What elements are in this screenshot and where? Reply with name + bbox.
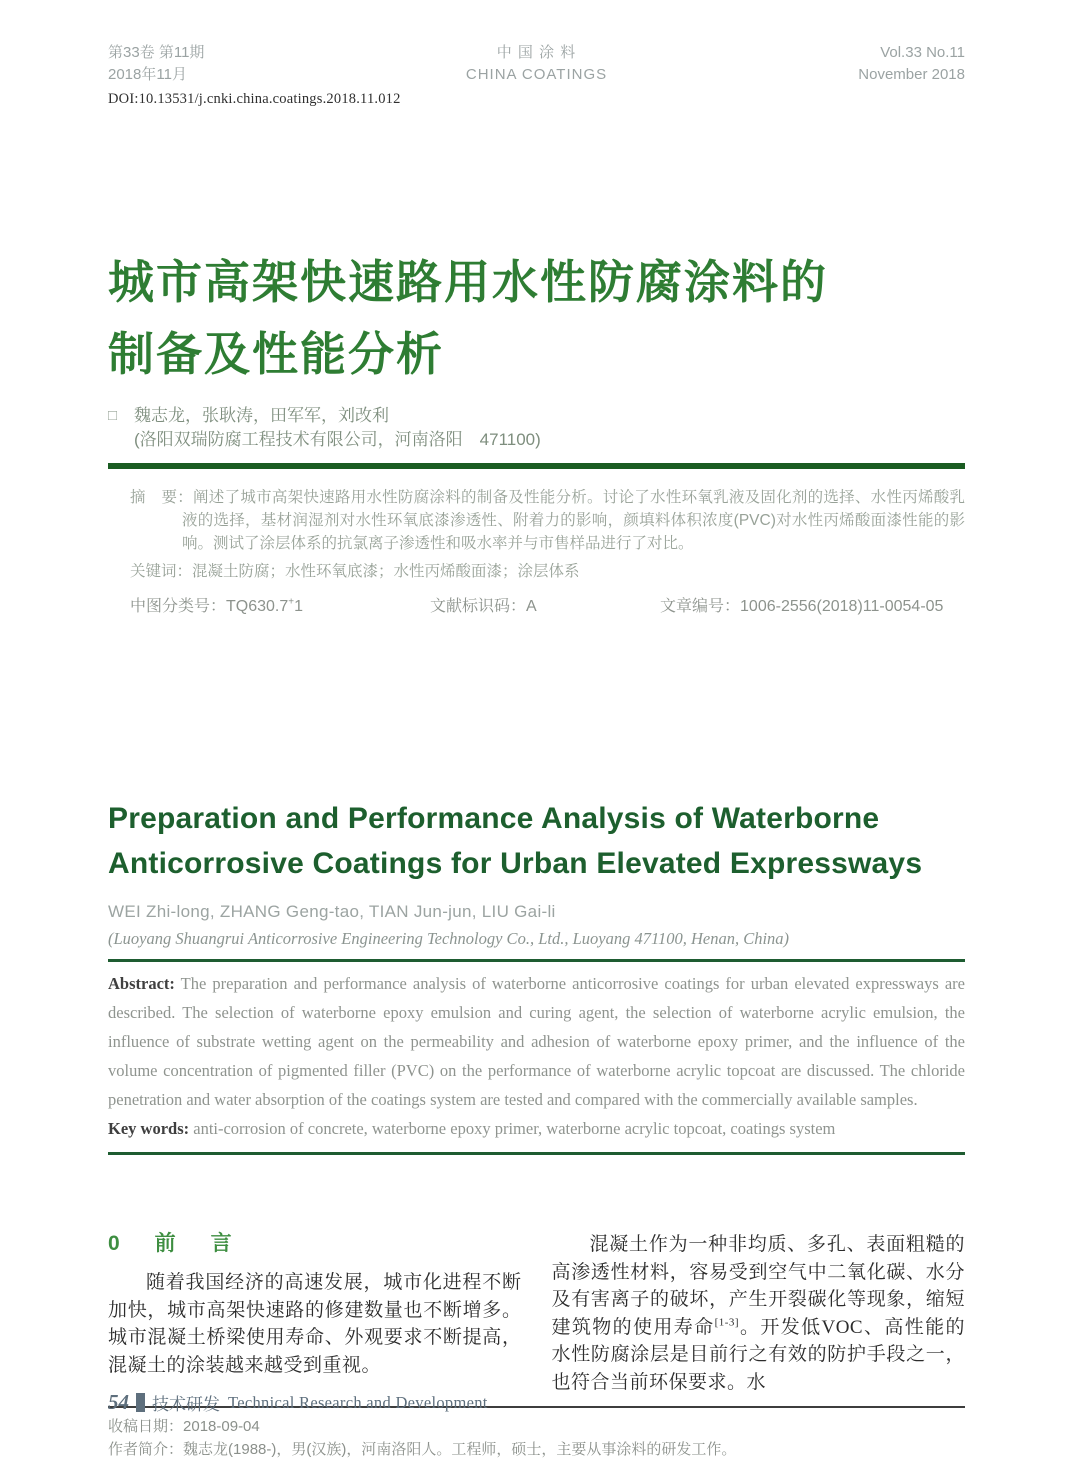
document-code bbox=[430, 596, 660, 618]
intro-paragraph-left: 随着我国经济的高速发展，城市化进程不断加快，城市高架快速路的修建数量也不断增多。城市混凝土桥梁使用寿命、外观要求不断提高，混凝土的涂装越来越受到重视。 bbox=[108, 1272, 522, 1376]
body-columns bbox=[108, 1231, 965, 1396]
authors-cn-row bbox=[108, 404, 965, 428]
page-footer bbox=[108, 1390, 488, 1415]
journal-header bbox=[108, 42, 965, 86]
keywords-cn-text: 混凝土防腐；水性环氧底漆；水性丙烯酸面漆；涂层体系 bbox=[192, 563, 580, 580]
journal-name bbox=[391, 42, 682, 86]
document-code-value: A bbox=[526, 598, 537, 615]
article-title-cn-line1: 城市高架快速路用水性防腐涂料的 bbox=[108, 256, 828, 308]
clc-label: 中图分类号： bbox=[130, 598, 227, 615]
abstract-cn-label: 摘 要： bbox=[130, 489, 194, 506]
article-title-cn bbox=[108, 246, 965, 390]
article-id-label: 文章编号： bbox=[660, 598, 741, 615]
abstract-cn-text: 阐述了城市高架快速路用水性防腐涂料的制备及性能分析。讨论了水性环氧乳液及固化剂的选择、水性丙烯酸乳液的选择，基材润湿剂对水性环氧底漆渗透性、附着力的影响，颜填料体积浓度(PVC)对水性丙烯酸面漆性能的影响。测试了涂层体系的抗氯离子渗透性和吸水率并与市售样品进行了对比。 bbox=[182, 489, 965, 552]
abstract-en-text: The preparation and performance analysis of waterborne anticorrosive coatings for urban elevated expressways are described. The selection of waterborne epoxy emulsion and curing agent, the selection of waterborne acrylic emulsion, the influence of substrate wetting agent on the permeability and adhesion of waterborne epoxy primer, and the influence of the volume concentration of pigmented filler (PVC) on the performance of waterborne acrylic topcoat are discussed. The chloride penetration and water absorption of the coatings system are tested and compared with the commercially available samples. bbox=[108, 974, 965, 1109]
authors-cn: 魏志龙，张耿涛，田军军，刘改利 bbox=[134, 406, 389, 425]
footer-column-name-cn: 技术研发 bbox=[152, 1395, 220, 1414]
section-heading-intro: 0 前 言 bbox=[108, 1232, 239, 1255]
header-volume-line: 第33卷 第11期 bbox=[108, 44, 205, 61]
doi-line: DOI:10.13531/j.cnki.china.coatings.2018.11.012 bbox=[108, 91, 401, 107]
header-volume-issue-cn bbox=[108, 42, 391, 86]
header-date-line-cn: 2018年11月 bbox=[108, 66, 187, 83]
author-bio-text: 魏志龙(1988-)，男(汉族)，河南洛阳人。工程师，硕士，主要从事涂料的研发工作。 bbox=[183, 1441, 737, 1458]
clc-number bbox=[130, 596, 430, 618]
abstract-en-paragraph bbox=[108, 969, 965, 1114]
body-column-left bbox=[108, 1231, 522, 1396]
footer-divider-bar bbox=[136, 1393, 145, 1412]
article-title-en-line2: Anticorrosive Coatings for Urban Elevated Expressways bbox=[108, 847, 923, 880]
body-column-right bbox=[552, 1231, 966, 1396]
received-date-line bbox=[108, 1415, 965, 1438]
english-title-block bbox=[108, 796, 965, 1155]
abstract-cn-block bbox=[108, 486, 965, 555]
abstract-en-label: Abstract: bbox=[108, 974, 175, 993]
received-date-label: 收稿日期： bbox=[108, 1418, 184, 1435]
clc-value: TQ630.7 bbox=[226, 598, 289, 615]
article-title-en-line1: Preparation and Performance Analysis of Waterborne bbox=[108, 802, 880, 835]
header-date-line-en: November 2018 bbox=[858, 66, 965, 83]
intro-paragraph-right bbox=[552, 1231, 966, 1396]
clc-tail: 1 bbox=[294, 598, 303, 615]
authors-en: WEI Zhi-long, ZHANG Geng-tao, TIAN Jun-jun, LIU Gai-li bbox=[108, 902, 556, 921]
article-id-value: 1006-2556(2018)11-0054-05 bbox=[740, 598, 944, 615]
affiliation-cn: (洛阳双瑞防腐工程技术有限公司，河南洛阳 471100) bbox=[134, 430, 541, 449]
intro-right-text-1: 混凝土作为一种非均质、多孔、表面粗糙的高渗透性材料，容易受到空气中二氧化碳、水分及有害离子的破坏，产生开裂碳化等现象，缩短建筑物的使用寿命 bbox=[551, 1234, 965, 1338]
abstract-cn-paragraph bbox=[130, 486, 965, 555]
header-volume-issue-en bbox=[682, 42, 965, 86]
keywords-en-line bbox=[108, 1114, 965, 1143]
keywords-en-label: Key words: bbox=[108, 1119, 190, 1138]
author-bio-line bbox=[108, 1438, 965, 1461]
article-title-en bbox=[108, 796, 965, 886]
article-title-cn-line2: 制备及性能分析 bbox=[108, 328, 444, 380]
citation-reference: [1-3] bbox=[714, 1316, 740, 1329]
affiliation-en: (Luoyang Shuangrui Anticorrosive Engineering Technology Co., Ltd., Luoyang 471100, Henan, China) bbox=[108, 929, 790, 948]
intro-right-text-2: 。开发低VOC、高性能的水性防腐涂层是目前行之有效的防护手段之一，也符合当前环保要求。水 bbox=[551, 1316, 965, 1393]
journal-name-cn: 中 国 涂 料 bbox=[496, 44, 577, 61]
keywords-en-text: anti-corrosion of concrete, waterborne epoxy primer, waterborne acrylic topcoat, coatings system bbox=[189, 1119, 836, 1138]
received-date-value: 2018-09-04 bbox=[183, 1418, 260, 1435]
footer-column-name-en: Technical Research and Development bbox=[228, 1392, 488, 1412]
keywords-cn-label: 关键词： bbox=[130, 563, 193, 580]
document-code-label: 文献标识码： bbox=[430, 598, 527, 615]
abstract-top-rule bbox=[108, 959, 965, 962]
keywords-cn-line bbox=[108, 560, 965, 583]
header-volume-line-en: Vol.33 No.11 bbox=[880, 44, 965, 61]
page-number: 54 bbox=[108, 1390, 129, 1414]
article-id bbox=[660, 596, 943, 618]
classification-row bbox=[108, 596, 965, 618]
clc-superscript: + bbox=[288, 596, 295, 608]
title-divider-rule bbox=[108, 463, 965, 469]
journal-name-en: CHINA COATINGS bbox=[465, 66, 608, 83]
author-marker-icon: □ bbox=[108, 407, 118, 424]
abstract-bottom-rule bbox=[108, 1152, 965, 1155]
author-bio-label: 作者简介： bbox=[108, 1441, 184, 1458]
